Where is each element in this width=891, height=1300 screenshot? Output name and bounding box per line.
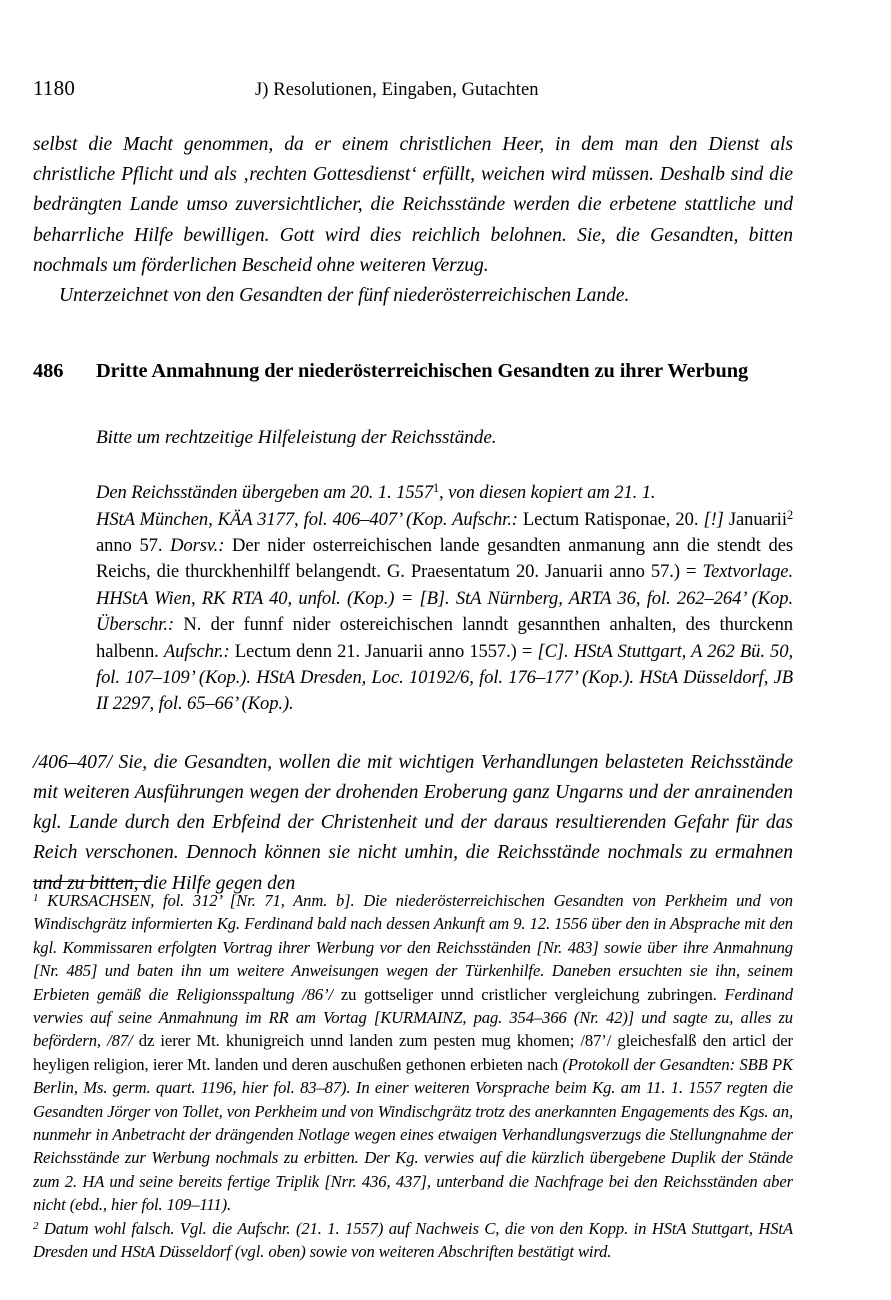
footnote-1-segment-3: Ferdinand verwies auf seine Anmahnung im RR am Vortag [KURMAINZ, pag. 354–366 (Nr. 42)] und sagte zu, alles zu befördern, /87/	[33, 984, 793, 1051]
apparatus-segment-a: HStA München, KÄA 3177, fol. 406–407’ (Kop. Aufschr.:	[96, 508, 518, 530]
apparatus-segment-k: Lectum denn 21. Januarii anno 1557.) =	[229, 640, 538, 662]
running-head-title: J) Resolutionen, Eingaben, Gutachten	[255, 80, 539, 100]
apparatus-segment-e: anno 57.	[96, 535, 171, 557]
footnote-2-marker: 2	[33, 1219, 39, 1232]
footnote-ref-1[interactable]: 1	[432, 481, 440, 496]
document-title: Dritte Anmahnung der niederösterreichischen Gesandten zu ihrer Werbung	[96, 360, 749, 383]
running-head	[33, 76, 793, 110]
footnote-1-segment-2: zu gottseliger unnd cristlicher vergleichung zubringen.	[333, 984, 725, 1004]
footnote-1-segment-5: (Protokoll der Gesandten: SBB PK Berlin, Ms. germ. quart. 1196, hier fol. 83–87). In einer weiteren Vorsprache beim Kg. am 11. 1. 1557 regten die Gesandten Jörger von Tollet, von Perkheim und von Windischgrätz trotz des anerkannten Engagements des Kgs. an, nunmehr in Anbetracht der drängenden Notlage wegen eines etwaigen Verhandlungsverzugs die Stellungnahme der Reichsstände zur Werbung nochmals zu erbitten. Der Kg. verwies auf die kürzlich übergebene Duplik der Stände zum 2. HA und seine bereits fertige Triplik [Nrr. 436, 437], unterband die Nachfrage bei den Reichsständen aber nicht (ebd., hier fol. 109–111).	[33, 1054, 793, 1215]
footnote-2-body	[33, 1219, 793, 1261]
footnote-1-segment-1: KURSACHSEN, fol. 312’ [Nr. 71, Anm. b]. Die niederösterreichischen Gesandten von Perkheim und von Windischgrätz informierten Kg. Ferdinand bald nach dessen Ankunft am 9. 12. 1556 über den in Absprache mit den kgl. Kommissaren erfolgten Vortrag ihrer Werbung vor den Reichsständen [Nr. 483] sowie über ihre Anmahnung [Nr. 485] und baten ihn um weitere Anweisungen wegen der Türkenhilfe. Daneben ersuchten sie ihn, seinem Erbieten gemäß die Religionsspaltung /86’/	[33, 891, 793, 1004]
kopfregest: Bitte um rechtzeitige Hilfeleistung der Reichsstände.	[96, 427, 497, 449]
apparatus-segment-i: N. der funnf nider ostereichischen lanndt gesannthen anhalten, des thurckenn halbenn.	[96, 614, 793, 662]
apparatus-segment-g: Der nider osterreichischen lande gesandten anmanung ann die stendt des Reichs, die thurckhenhilff belangendt. G. Praesentatum 20. Januarii anno 57.) =	[96, 535, 793, 583]
body-regest: /406–407/ Sie, die Gesandten, wollen die mit wichtigen Verhandlungen belasteten Reichsstände mit weiteren Ausführungen wegen der drohenden Eroberung ganz Ungarns und der anrainenden kgl. Lande durch den Erbfeind der Christenheit und der daraus resultierenden Gefahr für das Reich verschonen. Dennoch können sie nicht umhin, die Reichsstände nochmals zu ermahnen und zu bitten, die Hilfe gegen den	[33, 751, 793, 894]
apparatus-date-line-cont: , von diesen kopiert am 21. 1.	[439, 482, 656, 504]
signature-line: Unterzeichnet von den Gesandten der fünf niederösterreichischen Lande.	[59, 285, 630, 307]
footnote-2-segment-1: Datum wohl falsch. Vgl. die Aufschr. (21. 1. 1557) auf Nachweis C, die von den Kopp. in HStA Stuttgart, HStA Dresden und HStA Düsseldorf (vgl. oben) sowie von weiteren Abschriften bestätigt wird.	[33, 1218, 793, 1262]
signature-paragraph	[33, 281, 793, 311]
footnote-1-marker: 1	[33, 891, 39, 904]
continued-paragraph-text: selbst die Macht genommen, da er einem christlichen Heer, in dem man den Dienst als christliche Pflicht und als ‚rechten Gottesdienst‘ erfüllt, weichen wird müssen. Deshalb sind die bedrängten Lande umso zuversichtlicher, die Reichsstände werden die erbetene stattliche und beharrliche Hilfe bewilligen. Gott wird dies reichlich belohnen. Sie, die Gesandten, bitten nochmals um förderlichen Bescheid ohne weiteren Verzug.	[33, 134, 793, 276]
source-apparatus	[96, 480, 793, 718]
apparatus-date-line: Den Reichsständen übergeben am 20. 1. 1557	[96, 482, 433, 504]
apparatus-segment-l: [C]. HStA Stuttgart, A 262 Bü. 50, fol. 107–109’ (Kop.). HStA Dresden, Loc. 10192/6, fol. 176–177’ (Kop.). HStA Düsseldorf, JB II 2297, fol. 65–66’ (Kop.).	[96, 640, 793, 715]
footnote-separator-rule	[33, 881, 151, 882]
footnote-2	[33, 1217, 793, 1264]
page-content-column	[33, 0, 793, 899]
apparatus-segment-h: Textvorlage. HHStA Wien, RK RTA 40, unfol. (Kop.) = [B]. StA Nürnberg, ARTA 36, fol. 262–264’ (Kop. Überschr.:	[96, 561, 793, 636]
footnote-area	[33, 881, 793, 1264]
apparatus-segment-c: [!]	[703, 508, 724, 530]
continued-paragraph	[33, 130, 793, 281]
footnote-1-segment-4: dz ierer Mt. khunigreich unnd landen zum pesten mug khomen; /87’/ gleichesfalß den articl der heyligen religion, ierer Mt. landen und deren auschußen gethonen erbieten nach	[33, 1031, 793, 1074]
footnote-ref-2[interactable]: 2	[786, 507, 793, 522]
document-number: 486	[33, 360, 64, 383]
apparatus-segment-f: Dorsv.:	[170, 535, 225, 557]
apparatus-segment-j: Aufschr.:	[163, 640, 230, 662]
page-number: 1180	[33, 76, 76, 100]
footnote-1-body	[33, 891, 793, 1214]
apparatus-segment-d: Januarii	[723, 508, 787, 530]
apparatus-segment-b: Lectum Ratisponae, 20.	[517, 508, 704, 530]
footnote-1	[33, 889, 793, 1217]
indented-block	[96, 424, 793, 718]
document-heading	[33, 357, 793, 386]
